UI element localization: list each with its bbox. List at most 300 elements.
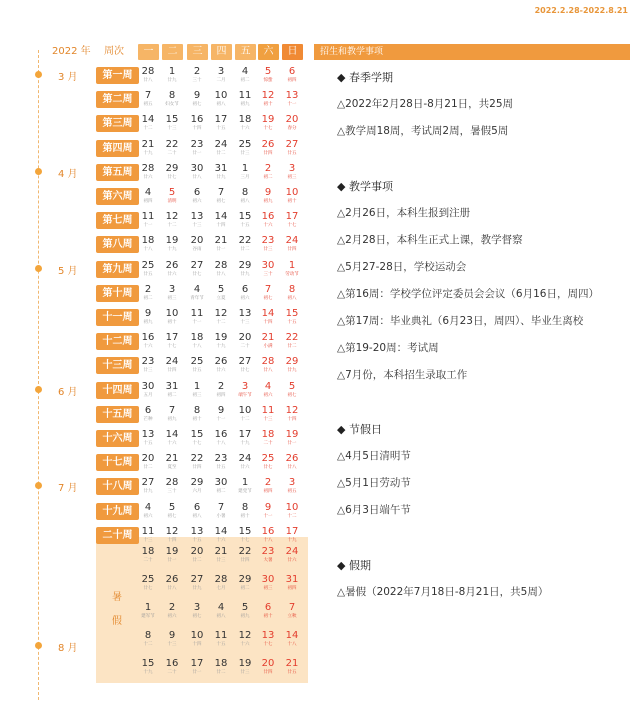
day-cell [279, 235, 305, 253]
lunar-date: 廿二 [143, 465, 153, 471]
lunar-date: 廿五 [192, 368, 202, 374]
day-number: 8 [288, 283, 296, 295]
lunar-date: 十八 [192, 344, 202, 350]
day-number: 29 [238, 574, 252, 585]
lunar-date: 十八 [143, 247, 153, 253]
day-cell [279, 90, 305, 108]
day-cell [159, 526, 185, 544]
lunar-date: 廿三 [143, 368, 153, 374]
week-label: 第五周 [96, 164, 139, 181]
day-cell [135, 260, 161, 278]
lunar-date: 初九 [240, 614, 250, 619]
day-number: 21 [285, 658, 299, 669]
day-cell [159, 187, 185, 205]
day-cell [255, 477, 281, 495]
lunar-date: 十七 [263, 642, 273, 647]
day-number: 5 [168, 501, 176, 513]
lunar-date: 初八 [240, 199, 250, 204]
lunar-date: 惊蛰 [263, 78, 273, 83]
day-number: 16 [214, 429, 228, 440]
day-cell [184, 477, 210, 495]
day-number: 1 [288, 259, 296, 271]
day-cell [279, 114, 305, 132]
day-number: 11 [261, 404, 275, 416]
day-number: 28 [261, 356, 275, 368]
day-number: 9 [264, 501, 272, 513]
day-number: 15 [238, 211, 252, 223]
lunar-date: 初二 [240, 586, 250, 591]
day-cell [159, 658, 185, 676]
lunar-date: 十六 [143, 344, 153, 350]
lunar-date: 廿二 [216, 670, 226, 675]
day-cell [135, 308, 161, 326]
day-number: 20 [190, 235, 204, 247]
day-number: 17 [190, 658, 204, 669]
lunar-date: 十六 [263, 223, 273, 229]
day-number: 1 [168, 66, 176, 77]
lunar-date: 十九 [143, 150, 153, 156]
day-number: 28 [214, 574, 228, 585]
day-number: 16 [261, 525, 275, 537]
panel-title: 招生和教学事项 [314, 44, 630, 60]
day-number: 21 [141, 138, 155, 150]
day-number: 9 [217, 404, 225, 416]
day-number: 4 [264, 380, 272, 392]
day-cell [135, 332, 161, 350]
lunar-date: 廿九 [143, 489, 153, 495]
summer-label-2: 假 [112, 616, 122, 627]
day-cell [255, 139, 281, 157]
day-cell [279, 66, 305, 84]
lunar-date: 廿四 [240, 558, 250, 563]
day-number: 27 [238, 356, 252, 368]
day-number: 17 [214, 114, 228, 126]
day-cell [208, 405, 234, 423]
day-number: 25 [141, 574, 155, 585]
day-cell [135, 66, 161, 84]
lunar-date: 清明 [167, 199, 177, 204]
day-cell [135, 284, 161, 302]
lunar-date: 十八 [263, 537, 273, 543]
lunar-date: 初七 [192, 614, 202, 619]
day-cell [135, 90, 161, 108]
lunar-date: 十二 [167, 223, 177, 229]
day-number: 24 [285, 546, 299, 557]
lunar-date: 初三 [287, 174, 297, 180]
day-cell [279, 163, 305, 181]
lunar-date: 廿四 [263, 670, 273, 675]
day-number: 18 [238, 114, 252, 126]
day-cell [208, 235, 234, 253]
day-cell [184, 90, 210, 108]
lunar-date: 十二 [143, 642, 153, 647]
lunar-date: 初十 [287, 199, 297, 204]
day-number: 7 [144, 90, 152, 102]
day-number: 18 [141, 235, 155, 247]
day-cell [208, 211, 234, 229]
day-number: 7 [168, 404, 176, 416]
lunar-date: 廿九 [287, 368, 297, 374]
day-cell [184, 332, 210, 350]
day-cell [255, 453, 281, 471]
day-cell [159, 90, 185, 108]
day-number: 6 [241, 283, 249, 295]
day-number: 27 [190, 574, 204, 585]
day-number: 6 [264, 602, 272, 613]
day-cell [279, 284, 305, 302]
day-number: 15 [141, 658, 155, 669]
lunar-date: 初六 [167, 614, 177, 619]
day-cell [184, 114, 210, 132]
semester-item: △2022年2月28日-8月21日，共25周 [337, 98, 514, 110]
week-label: 十六周 [96, 430, 139, 447]
lunar-date: 十八 [287, 642, 297, 647]
day-cell [184, 658, 210, 676]
day-cell [208, 546, 234, 564]
day-number: 9 [193, 90, 201, 102]
day-number: 7 [217, 187, 225, 198]
lunar-date: 廿四 [263, 150, 273, 156]
lunar-date: 初三 [263, 586, 273, 591]
lunar-date: 建军节 [141, 614, 155, 619]
teaching-item: △2月28日，本科生正式上课，教学督察 [337, 234, 523, 246]
day-number: 12 [285, 404, 299, 416]
holiday-heading: ◆ 节假日 [337, 423, 382, 436]
day-number: 30 [190, 162, 204, 174]
lunar-date: 十四 [167, 537, 177, 543]
day-number: 10 [165, 308, 179, 319]
day-cell [159, 211, 185, 229]
lunar-date: 十七 [263, 126, 273, 132]
day-number: 21 [214, 546, 228, 557]
lunar-date: 十七 [287, 223, 297, 229]
lunar-date: 十三 [143, 537, 153, 543]
day-cell [208, 356, 234, 374]
lunar-date: 二十 [167, 670, 177, 675]
month-label: 7 月 [58, 483, 78, 495]
day-number: 1 [241, 477, 249, 489]
day-number: 6 [144, 404, 152, 416]
lunar-date: 芒种 [143, 416, 153, 422]
day-number: 14 [261, 308, 275, 319]
lunar-date: 十七 [167, 344, 177, 350]
day-cell [255, 546, 281, 564]
day-number: 17 [238, 429, 252, 440]
lunar-date: 十二 [216, 320, 226, 325]
lunar-date: 初六 [263, 392, 273, 398]
lunar-date: 初九 [143, 320, 153, 325]
day-number: 2 [168, 602, 176, 613]
weekday-header: 五 [235, 44, 256, 60]
day-cell [184, 630, 210, 648]
day-number: 13 [285, 90, 299, 102]
lunar-date: 初二 [143, 295, 153, 301]
day-cell [135, 477, 161, 495]
day-cell [279, 429, 305, 447]
lunar-date: 廿九 [216, 174, 226, 180]
day-cell [184, 429, 210, 447]
week-label: 第二周 [96, 91, 139, 108]
weekday-header: 三 [187, 44, 208, 60]
day-number: 27 [190, 259, 204, 271]
day-number: 4 [144, 501, 152, 513]
teaching-item: △第19-20周：考试周 [337, 342, 439, 354]
week-label: 第八周 [96, 236, 139, 253]
semester-item: △教学周18周，考试周2周，暑假5周 [337, 125, 509, 137]
day-number: 3 [241, 380, 249, 392]
lunar-date: 廿七 [143, 586, 153, 591]
day-number: 7 [264, 283, 272, 295]
day-cell [279, 211, 305, 229]
day-number: 13 [238, 308, 252, 319]
day-number: 24 [214, 138, 228, 150]
day-cell [208, 284, 234, 302]
lunar-date: 小暑 [216, 513, 226, 519]
day-cell [279, 260, 305, 278]
day-cell [135, 526, 161, 544]
day-number: 12 [214, 308, 228, 319]
weekday-header: 日 [282, 44, 303, 60]
week-label: 十一周 [96, 309, 139, 326]
day-number: 1 [144, 602, 152, 613]
day-cell [255, 114, 281, 132]
lunar-date: 十六 [167, 441, 177, 446]
day-cell [255, 602, 281, 620]
week-label: 第十周 [96, 285, 139, 302]
day-cell [279, 602, 305, 620]
holiday-item: △6月3日端午节 [337, 504, 411, 516]
day-number: 7 [217, 501, 225, 513]
month-label: 4 月 [58, 168, 78, 180]
week-label: 第六周 [96, 188, 139, 205]
lunar-date: 十五 [240, 223, 250, 229]
day-cell [159, 308, 185, 326]
day-number: 15 [165, 114, 179, 126]
lunar-date: 三月 [240, 174, 250, 180]
day-cell [255, 235, 281, 253]
lunar-date: 廿六 [287, 558, 297, 563]
day-number: 7 [288, 602, 296, 613]
lunar-date: 廿二 [287, 344, 297, 350]
lunar-date: 十四 [263, 320, 273, 325]
day-cell [159, 630, 185, 648]
week-column-label: 周次 [104, 46, 124, 57]
year-label: 2022 年 [52, 46, 91, 57]
day-cell [135, 658, 161, 676]
day-number: 10 [190, 630, 204, 641]
week-label: 第九周 [96, 261, 139, 278]
lunar-date: 初七 [167, 513, 177, 519]
lunar-date: 二十 [240, 344, 250, 350]
day-number: 17 [285, 525, 299, 537]
lunar-date: 十六 [216, 537, 226, 543]
day-cell [184, 356, 210, 374]
lunar-date: 廿八 [167, 586, 177, 591]
day-number: 19 [165, 546, 179, 557]
day-number: 14 [141, 114, 155, 126]
day-number: 10 [238, 404, 252, 416]
day-number: 14 [214, 211, 228, 223]
day-cell [208, 453, 234, 471]
day-number: 12 [261, 90, 275, 102]
lunar-date: 廿一 [192, 150, 202, 156]
day-cell [159, 477, 185, 495]
lunar-date: 十一 [143, 223, 153, 229]
day-cell [159, 502, 185, 520]
day-cell [184, 526, 210, 544]
timeline-dot [35, 642, 42, 649]
lunar-date: 十九 [216, 344, 226, 350]
day-cell [184, 574, 210, 592]
lunar-date: 十四 [192, 642, 202, 647]
day-cell [208, 308, 234, 326]
day-number: 5 [288, 380, 296, 392]
day-number: 23 [261, 235, 275, 247]
day-cell [208, 502, 234, 520]
day-number: 22 [238, 546, 252, 557]
lunar-date: 廿一 [167, 558, 177, 563]
day-cell [208, 66, 234, 84]
day-number: 9 [264, 187, 272, 198]
lunar-date: 初四 [216, 392, 226, 398]
day-cell [208, 187, 234, 205]
day-number: 3 [168, 283, 176, 295]
day-cell [135, 546, 161, 564]
lunar-date: 初四 [263, 489, 273, 495]
day-number: 5 [217, 283, 225, 295]
day-cell [159, 235, 185, 253]
day-number: 4 [217, 602, 225, 613]
day-number: 16 [165, 658, 179, 669]
day-number: 2 [144, 283, 152, 295]
lunar-date: 十五 [287, 320, 297, 325]
day-number: 18 [261, 429, 275, 440]
day-number: 25 [141, 259, 155, 271]
lunar-date: 十六 [240, 126, 250, 132]
day-cell [208, 114, 234, 132]
day-cell [255, 658, 281, 676]
lunar-date: 十八 [216, 441, 226, 446]
day-number: 26 [261, 138, 275, 150]
lunar-date: 十二 [240, 416, 250, 422]
day-number: 19 [238, 658, 252, 669]
day-cell [159, 356, 185, 374]
day-number: 13 [190, 211, 204, 223]
lunar-date: 十六 [240, 642, 250, 647]
day-number: 31 [165, 380, 179, 392]
day-number: 24 [238, 453, 252, 465]
lunar-date: 廿一 [287, 441, 297, 446]
lunar-date: 初八 [287, 295, 297, 301]
lunar-date: 廿六 [167, 271, 177, 277]
day-number: 20 [238, 332, 252, 344]
month-label: 5 月 [58, 265, 78, 277]
day-cell [208, 381, 234, 399]
day-cell [279, 658, 305, 676]
lunar-date: 初八 [216, 102, 226, 108]
day-number: 15 [238, 525, 252, 537]
vacation-item: △暑假（2022年7月18日-8月21日，共5周） [337, 586, 549, 598]
timeline-dot [35, 386, 42, 393]
day-cell [184, 235, 210, 253]
lunar-date: 十二 [143, 126, 153, 132]
day-cell [159, 114, 185, 132]
day-cell [208, 260, 234, 278]
day-number: 8 [241, 501, 249, 513]
day-number: 15 [285, 308, 299, 319]
lunar-date: 廿三 [263, 247, 273, 253]
week-label: 十三周 [96, 357, 139, 374]
lunar-date: 初七 [192, 102, 202, 108]
lunar-date: 初五 [287, 489, 297, 495]
weekday-header: 一 [138, 44, 159, 60]
day-number: 25 [238, 138, 252, 150]
teaching-item: △7月份，本科招生录取工作 [337, 369, 468, 381]
lunar-date: 十四 [287, 416, 297, 422]
lunar-date: 十三 [167, 126, 177, 132]
day-number: 12 [165, 211, 179, 223]
day-number: 22 [165, 138, 179, 150]
lunar-date: 二月 [216, 78, 226, 83]
day-cell [279, 546, 305, 564]
lunar-date: 初九 [167, 416, 177, 422]
day-number: 18 [141, 546, 155, 557]
day-number: 28 [214, 259, 228, 271]
day-cell [159, 453, 185, 471]
day-cell [184, 308, 210, 326]
day-number: 4 [241, 66, 249, 77]
day-number: 22 [285, 332, 299, 344]
day-number: 8 [241, 187, 249, 198]
week-label: 第四周 [96, 140, 139, 157]
lunar-date: 初十 [240, 513, 250, 519]
teaching-item: △第17周：毕业典礼（6月23日，周四）、毕业生离校 [337, 315, 584, 327]
day-cell [184, 211, 210, 229]
day-cell [208, 658, 234, 676]
day-number: 5 [241, 602, 249, 613]
day-cell [255, 381, 281, 399]
lunar-date: 初三 [167, 295, 177, 301]
day-cell [184, 546, 210, 564]
day-cell [135, 602, 161, 620]
lunar-date: 初五 [143, 102, 153, 108]
lunar-date: 初六 [240, 295, 250, 301]
lunar-date: 廿九 [192, 586, 202, 591]
day-number: 31 [285, 574, 299, 585]
day-number: 14 [165, 429, 179, 440]
day-cell [279, 453, 305, 471]
lunar-date: 廿六 [216, 368, 226, 374]
day-number: 22 [238, 235, 252, 247]
day-number: 29 [238, 259, 252, 271]
day-number: 12 [238, 630, 252, 641]
lunar-date: 二十 [167, 150, 177, 156]
day-cell [159, 546, 185, 564]
day-number: 14 [285, 630, 299, 641]
day-number: 16 [261, 211, 275, 223]
week-label: 二十周 [96, 527, 139, 544]
day-cell [135, 574, 161, 592]
day-cell [135, 381, 161, 399]
day-cell [279, 139, 305, 157]
lunar-date: 十九 [143, 670, 153, 675]
lunar-date: 三十 [167, 489, 177, 495]
day-number: 6 [193, 187, 201, 198]
day-cell [184, 163, 210, 181]
day-cell [159, 429, 185, 447]
day-number: 22 [190, 453, 204, 465]
day-cell [208, 602, 234, 620]
